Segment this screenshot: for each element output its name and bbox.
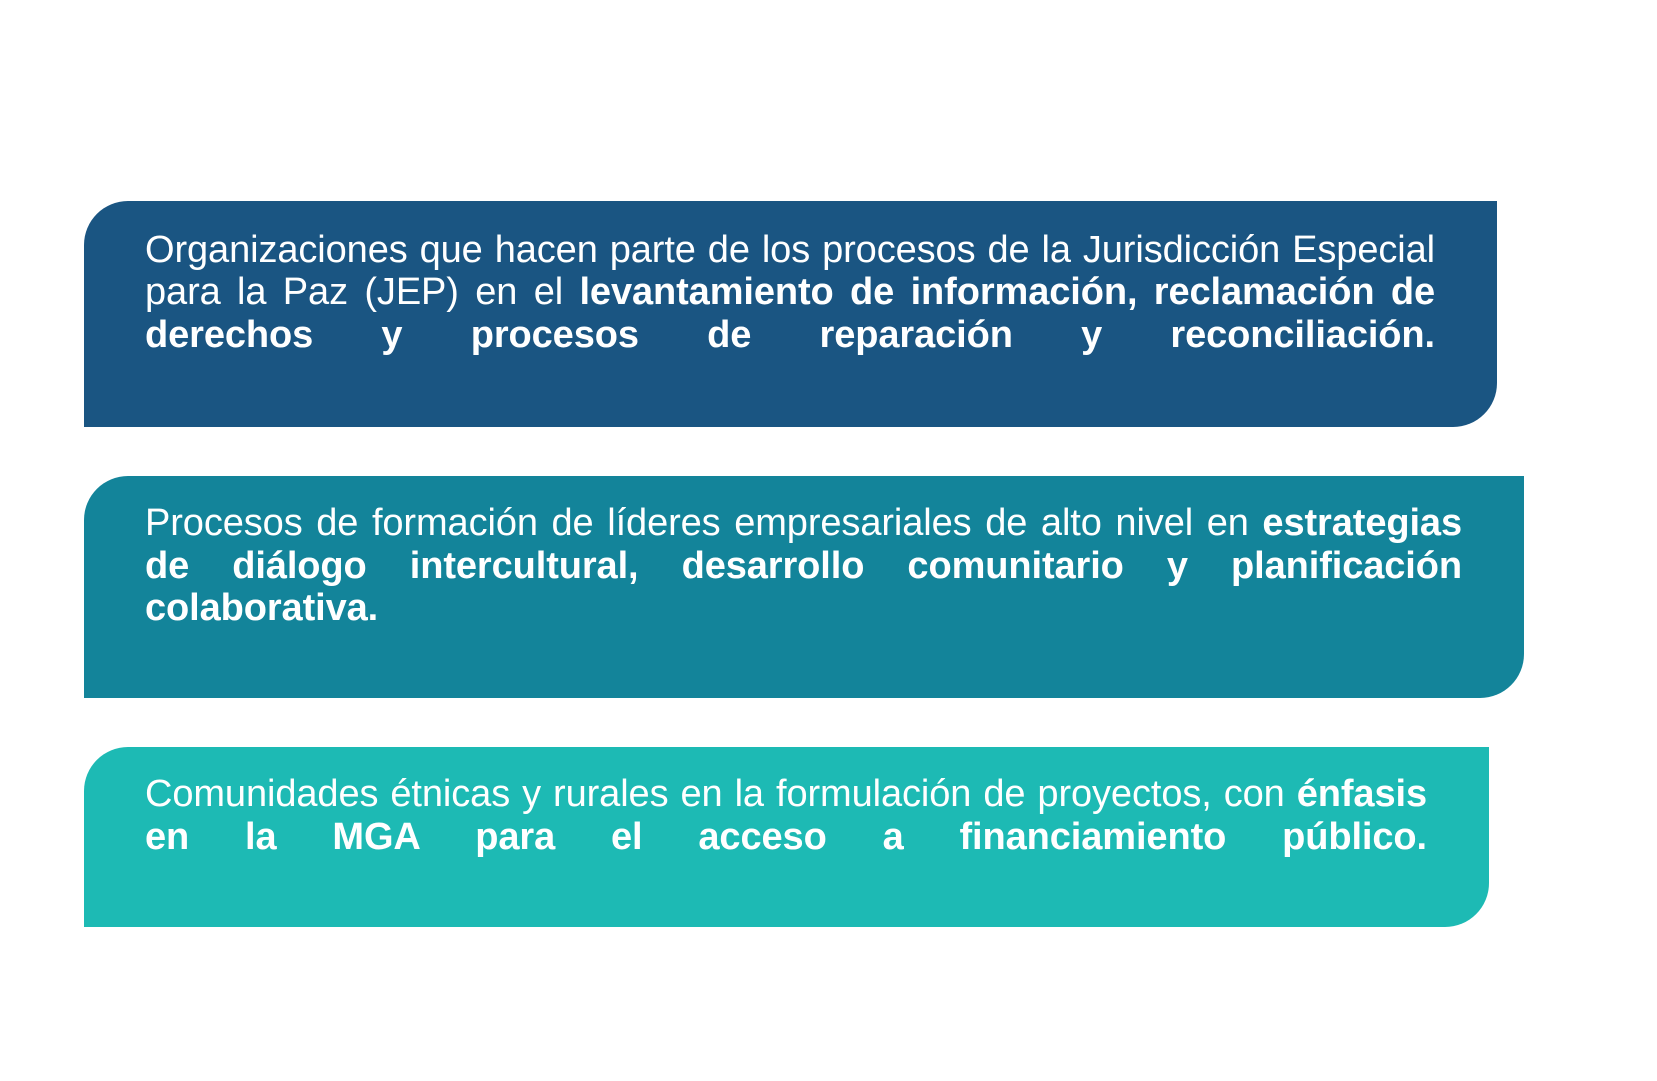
- card-jep-text-bold: levantamiento de información, reclamación de derechos y procesos de reparación y reconciliación.: [145, 271, 1435, 356]
- card-comunidades-text-bold: énfasis en la MGA para el acceso a financiamiento público.: [145, 773, 1427, 858]
- card-formacion-lideres-text-regular: Procesos de formación de líderes empresariales de alto nivel en: [145, 502, 1263, 544]
- card-jep-text: [145, 229, 1435, 399]
- card-formacion-lideres: [84, 476, 1524, 698]
- card-comunidades-text: [145, 773, 1427, 901]
- card-comunidades-text-regular: Comunidades étnicas y rurales en la formulación de proyectos, con: [145, 773, 1297, 816]
- card-formacion-lideres-text: [145, 502, 1462, 672]
- card-comunidades: [84, 747, 1489, 927]
- card-jep-text-regular: Organizaciones que hacen parte de los procesos de la Jurisdicción Especial para la Paz (JEP) en el: [145, 228, 1435, 314]
- card-formacion-lideres-text-bold: estrategias de diálogo intercultural, desarrollo comunitario y planificación colaborativa.: [145, 502, 1462, 630]
- card-jep: [84, 201, 1497, 427]
- card-list: [84, 201, 1597, 927]
